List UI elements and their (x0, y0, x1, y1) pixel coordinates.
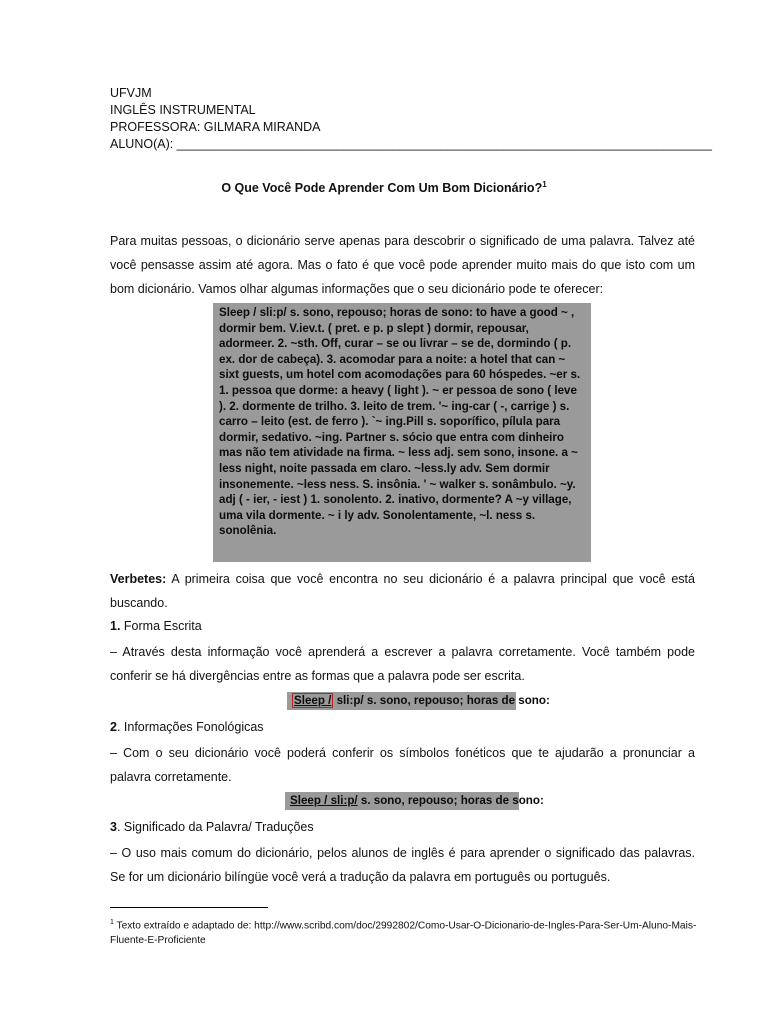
headword-highlight: Sleep / (294, 694, 332, 707)
dictionary-line: dormir bem. V.iev.t. ( pret. e p. p slept ) dormir, repousar, (219, 321, 529, 335)
dictionary-line: dormir, sedativo. ~ing. Partner s. sócio que entra com dinheiro (219, 430, 564, 444)
section-1-text: – Através desta informação você aprenderá a escrever a palavra corretamente. Você também pode conferir se há divergências entre as formas que a palavra pode ser escrita. (110, 645, 695, 683)
dictionary-line: carro – leito (est. de ferro ). `~ ing.Pill s. soporífico, pílula para (219, 415, 561, 429)
phonetic-headword: Sleep / (290, 794, 328, 807)
section-1-number: 1. (110, 619, 121, 633)
footnote-text: Texto extraído e adaptado de: http://www.scribd.com/doc/2992802/Como-Usar-O-Dicionario-de-Ingles-Para-Ser-Um-Aluno-Mais-Fluente-E-Proficiente (110, 920, 697, 947)
teacher-name: PROFESSORA: GILMARA MIRANDA (110, 120, 321, 134)
section-2-text: – Com o seu dicionário você poderá conferir os símbolos fonéticos que te ajudarão a pronunciar a palavra corretamente. (110, 746, 695, 784)
dictionary-line: less night, noite passada em claro. ~less.ly adv. Sem dormir (219, 461, 550, 475)
institution-name: UFVJM (110, 86, 152, 100)
student-name-line: ALUNO(A): _____________________________________________________________________________ (110, 137, 712, 151)
footnote (110, 915, 700, 948)
document-title-text: O Que Você Pode Aprender Com Um Bom Dicionário? (221, 181, 543, 196)
verbetes-paragraph (110, 567, 695, 615)
dictionary-line: uma vila dormente. ~ i ly adv. Sonolentamente, ~l. ness s. (219, 508, 536, 522)
intro-paragraph: Para muitas pessoas, o dicionário serve apenas para descobrir o significado de uma palavra. Talvez até você pensasse assim até agora. Mas o fato é que você pode aprender muito mais do que isto com um bom dicionário. Vamos olhar algumas informações que o seu dicionário pode te oferecer: (110, 234, 695, 296)
section-3-title: . Significado da Palavra/ Traduções (116, 820, 314, 834)
dictionary-entry-image (213, 303, 591, 562)
document-title (0, 180, 768, 195)
section-1-heading (110, 619, 202, 633)
footnote-separator (110, 907, 268, 908)
dictionary-line: ex. dor de cabeça). 3. acomodar para a noite: a hotel that can ~ (219, 352, 566, 366)
section-2-heading (110, 720, 264, 734)
dictionary-line: mas não tem atividade na firma. ~ less adj. sem sono, insone. a ~ (219, 446, 578, 460)
course-name: INGLÊS INSTRUMENTAL (110, 103, 256, 117)
dictionary-line: sonolênia. (219, 524, 277, 538)
document-header (110, 85, 712, 153)
dictionary-line: adormeer. 2. ~sth. Off, curar – se ou livrar – se de, dormindo ( p. (219, 337, 572, 351)
dictionary-line: adj ( - ier, - iest ) 1. sonolento. 2. inativo, dormente? A ~y village, (219, 493, 572, 507)
footnote-reference: 1 (542, 180, 547, 189)
verbetes-text: A primeira coisa que você encontra no seu dicionário é a palavra principal que você está buscando. (110, 572, 695, 610)
section-2-number: 2 (110, 720, 117, 734)
section-3-text: – O uso mais comum do dicionário, pelos alunos de inglês é para aprender o significado das palavras. Se for um dicionário bilíngüe você verá a tradução da palavra em português ou português. (110, 846, 695, 884)
dictionary-line: 1. pessoa que dorme: a heavy ( light ). ~ er pessoa de sono ( leve (219, 383, 577, 397)
phonetic-example-rest: s. sono, repouso; horas de sono: (357, 794, 544, 807)
spelling-example-image (287, 692, 550, 710)
phonetic-example-image (285, 792, 544, 810)
section-1-title: Forma Escrita (120, 619, 202, 633)
footnote-number: 1 (110, 919, 114, 926)
section-3-number: 3 (110, 820, 117, 834)
dictionary-line: insonemente. ~less ness. S. insônia. ' ~ walker s. sonâmbulo. ~y. (219, 477, 576, 491)
dictionary-line: sixt guests, um hotel com acomodações para 60 hóspedes. ~er s. (219, 368, 581, 382)
dictionary-line: Sleep / sli:p/ s. sono, repouso; horas de sono: to have a good ~ , (219, 306, 575, 319)
verbetes-label: Verbetes: (110, 572, 167, 586)
dictionary-line: ). 2. dormente de trilho. 3. leito de trem. '~ ing-car ( -, carrige ) s. (219, 399, 570, 413)
spelling-example-rest: sli:p/ s. sono, repouso; horas de sono: (333, 694, 550, 707)
phonetic-transcription: sli:p/ (327, 794, 358, 807)
section-2-title: . Informações Fonológicas (116, 720, 264, 734)
section-3-heading (110, 820, 314, 834)
